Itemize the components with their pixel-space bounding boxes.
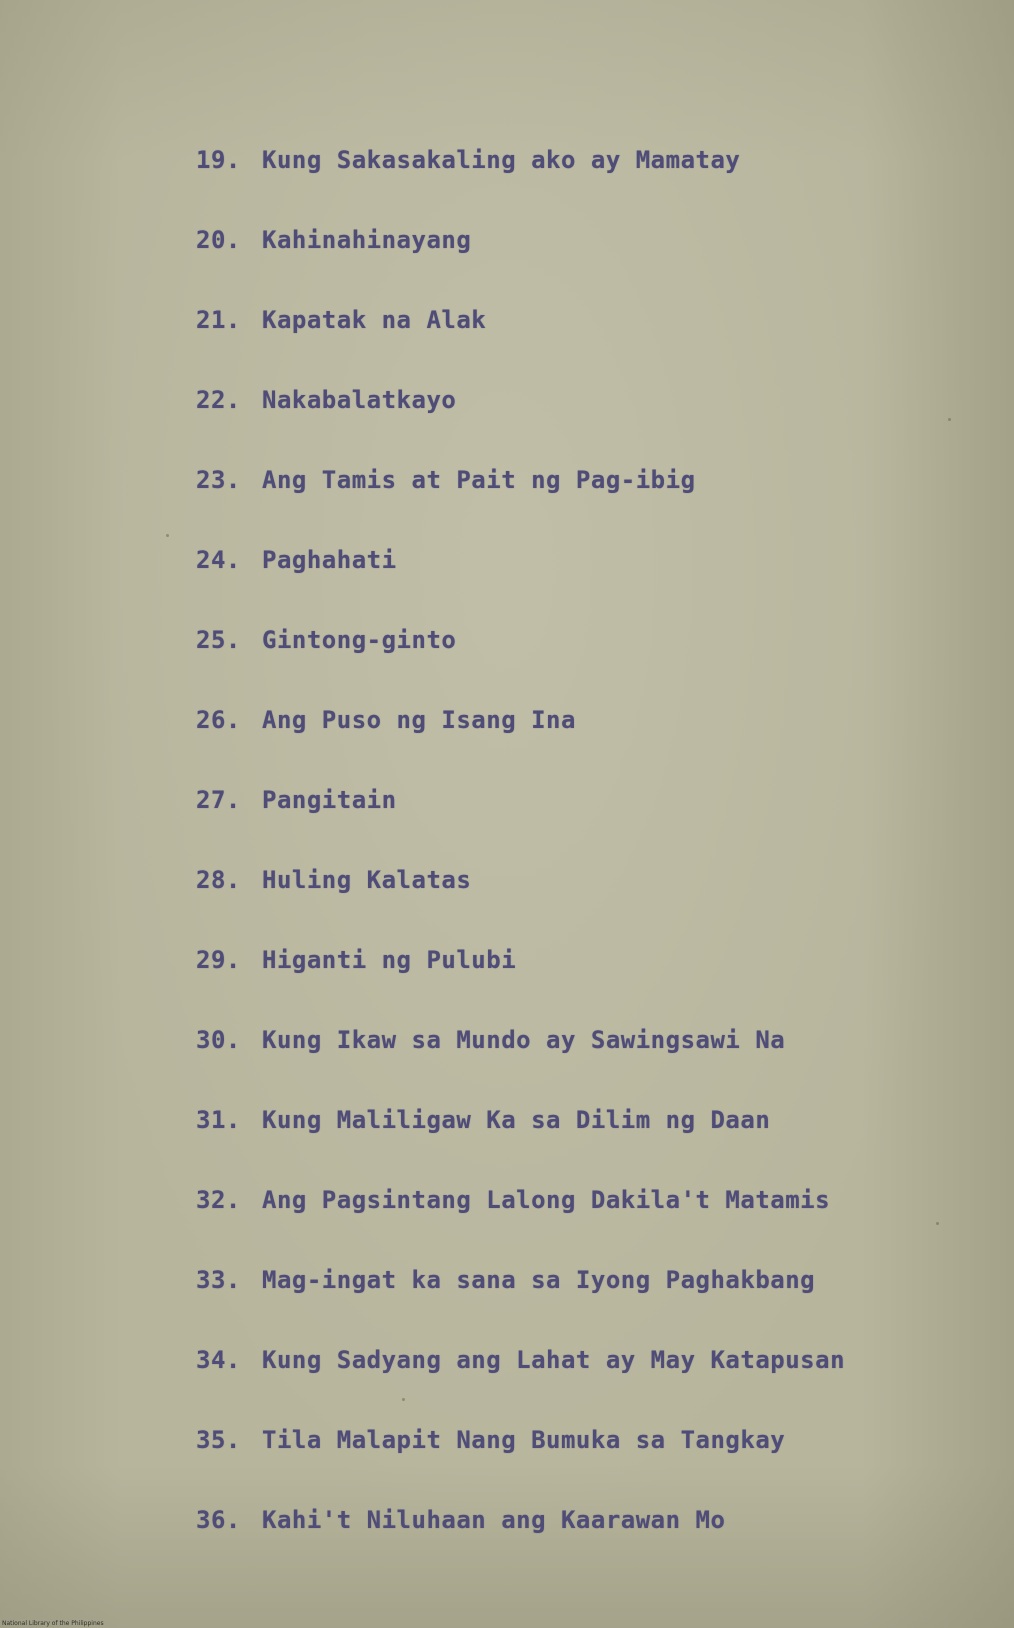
item-title: Pangitain xyxy=(262,786,397,814)
item-title: Gintong-ginto xyxy=(262,626,457,654)
item-number: 32. xyxy=(196,1186,241,1214)
list-item xyxy=(196,546,845,626)
item-number: 36. xyxy=(196,1506,241,1534)
item-title: Kung Maliligaw Ka sa Dilim ng Daan xyxy=(262,1106,771,1134)
item-number: 33. xyxy=(196,1266,241,1294)
item-title: Kahinahinayang xyxy=(262,226,472,254)
item-title: Huling Kalatas xyxy=(262,866,472,894)
item-title: Higanti ng Pulubi xyxy=(262,946,517,974)
list-item xyxy=(196,1186,845,1266)
item-title: Mag-ingat ka sana sa Iyong Paghakbang xyxy=(262,1266,816,1294)
item-title: Ang Tamis at Pait ng Pag-ibig xyxy=(262,466,696,494)
item-number: 20. xyxy=(196,226,241,254)
list-item xyxy=(196,866,845,946)
list-item xyxy=(196,1506,845,1586)
item-number: 19. xyxy=(196,146,241,174)
list-item xyxy=(196,226,845,306)
item-title: Tila Malapit Nang Bumuka sa Tangkay xyxy=(262,1426,786,1454)
song-title-list xyxy=(196,146,845,1586)
item-title: Kapatak na Alak xyxy=(262,306,487,334)
item-number: 29. xyxy=(196,946,241,974)
item-number: 27. xyxy=(196,786,241,814)
list-item xyxy=(196,1106,845,1186)
item-title: Paghahati xyxy=(262,546,397,574)
list-item xyxy=(196,1266,845,1346)
list-item xyxy=(196,466,845,546)
item-number: 22. xyxy=(196,386,241,414)
item-number: 21. xyxy=(196,306,241,334)
item-title: Kung Sadyang ang Lahat ay May Katapusan xyxy=(262,1346,846,1374)
item-number: 30. xyxy=(196,1026,241,1054)
list-item xyxy=(196,1026,845,1106)
item-title: Ang Pagsintang Lalong Dakila't Matamis xyxy=(262,1186,831,1214)
item-title: Kung Ikaw sa Mundo ay Sawingsawi Na xyxy=(262,1026,786,1054)
item-number: 25. xyxy=(196,626,241,654)
item-number: 23. xyxy=(196,466,241,494)
paper-speck xyxy=(948,418,951,421)
list-item xyxy=(196,386,845,466)
list-item xyxy=(196,1426,845,1506)
item-title: Kung Sakasakaling ako ay Mamatay xyxy=(262,146,741,174)
item-number: 31. xyxy=(196,1106,241,1134)
item-number: 24. xyxy=(196,546,241,574)
paper-speck xyxy=(166,534,169,537)
item-title: Nakabalatkayo xyxy=(262,386,457,414)
item-number: 35. xyxy=(196,1426,241,1454)
footer-credit: National Library of the Philippines xyxy=(2,1620,104,1627)
item-title: Kahi't Niluhaan ang Kaarawan Mo xyxy=(262,1506,726,1534)
item-number: 34. xyxy=(196,1346,241,1374)
item-number: 26. xyxy=(196,706,241,734)
list-item xyxy=(196,946,845,1026)
list-item xyxy=(196,626,845,706)
list-item xyxy=(196,1346,845,1426)
paper-speck xyxy=(936,1222,939,1225)
list-item xyxy=(196,786,845,866)
list-item xyxy=(196,146,845,226)
list-item xyxy=(196,306,845,386)
list-item xyxy=(196,706,845,786)
item-title: Ang Puso ng Isang Ina xyxy=(262,706,576,734)
item-number: 28. xyxy=(196,866,241,894)
